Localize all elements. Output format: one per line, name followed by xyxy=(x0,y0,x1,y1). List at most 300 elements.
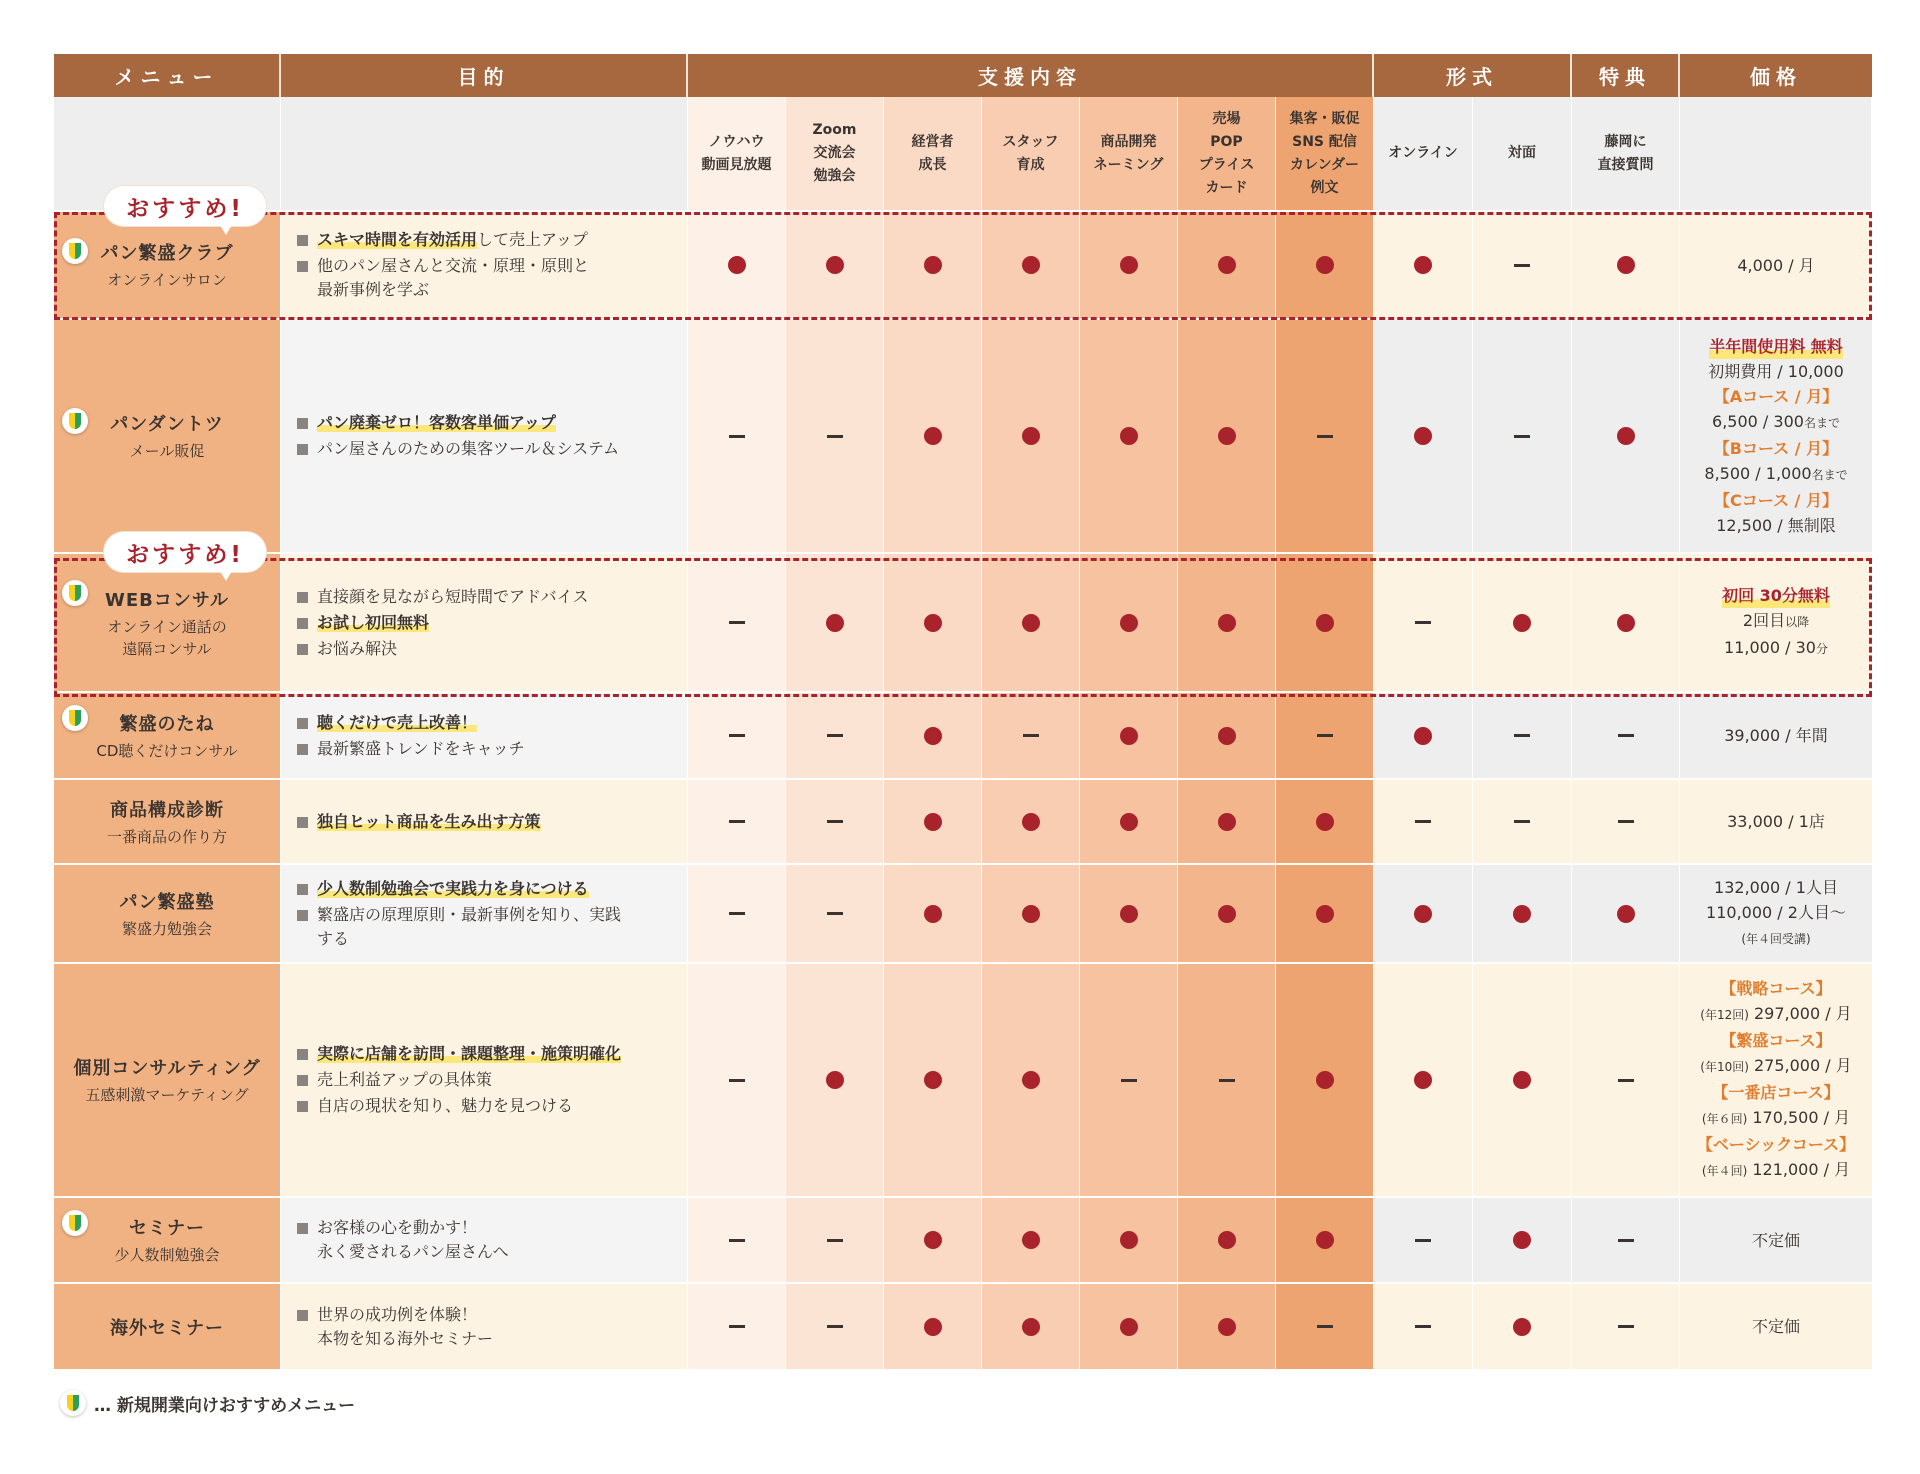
price-text: 初回 30分無料 xyxy=(1722,586,1830,605)
price-cell xyxy=(1680,554,1872,691)
mark-cell xyxy=(1572,320,1680,552)
purpose-cell xyxy=(281,964,688,1196)
mark-cell xyxy=(1178,1198,1276,1282)
purpose-cell xyxy=(281,780,688,863)
mark-cell xyxy=(1178,554,1276,691)
menu-name: パン繁盛塾 xyxy=(119,891,215,913)
dash-mark xyxy=(729,1325,745,1328)
mark-cell xyxy=(1473,865,1572,962)
purpose-text: 世界の成功例を体験！ 本物を知る海外セミナー xyxy=(317,1304,494,1348)
purpose-highlight: スキマ時間を有効活用 xyxy=(317,230,478,249)
menu-cell xyxy=(54,1284,281,1369)
price-note: (年10回) xyxy=(1700,1060,1749,1074)
mark-cell xyxy=(688,320,786,552)
mark-cell xyxy=(786,964,884,1196)
price-text: 39,000 / 年間 xyxy=(1724,726,1828,745)
mark-cell xyxy=(884,693,982,778)
mark-cell xyxy=(884,320,982,552)
dot-mark xyxy=(1120,256,1138,274)
mark-cell xyxy=(786,554,884,691)
dash-mark xyxy=(1415,1325,1431,1328)
price-text: 11,000 / 30 xyxy=(1724,638,1816,657)
dot-mark xyxy=(1316,905,1334,923)
dot-mark xyxy=(1120,427,1138,445)
mark-cell xyxy=(884,780,982,863)
mark-cell xyxy=(884,212,982,318)
dot-mark xyxy=(1120,727,1138,745)
menu-name: WEBコンサル xyxy=(105,589,229,611)
dot-mark xyxy=(924,256,942,274)
price-note: (年４回) xyxy=(1701,1164,1748,1178)
dot-mark xyxy=(1316,614,1334,632)
purpose-line xyxy=(297,711,525,735)
mark-cell xyxy=(1572,212,1680,318)
purpose-line xyxy=(297,1042,621,1066)
dash-mark xyxy=(729,820,745,823)
purpose-line xyxy=(297,1068,621,1092)
price-note: 分 xyxy=(1815,642,1828,656)
dot-mark xyxy=(1120,905,1138,923)
mark-cell xyxy=(688,780,786,863)
header-support: 支援内容 xyxy=(688,54,1374,97)
purpose-highlight: 聴くだけで売上改善！ xyxy=(317,712,478,732)
purpose-text: 売上利益アップの具体策 xyxy=(317,1070,492,1089)
mark-cell xyxy=(1473,554,1572,691)
dot-mark xyxy=(1022,1318,1040,1336)
price-line xyxy=(1712,1080,1839,1105)
dot-mark xyxy=(1218,727,1236,745)
price-line xyxy=(1702,1105,1850,1132)
header-price: 価格 xyxy=(1750,65,1802,89)
mark-cell xyxy=(1374,320,1473,552)
price-line xyxy=(1741,925,1810,952)
mark-cell xyxy=(1080,320,1178,552)
mark-cell xyxy=(786,212,884,318)
purpose-line xyxy=(297,737,525,761)
price-line xyxy=(1706,900,1846,925)
dot-mark xyxy=(1218,1231,1236,1249)
menu-cell xyxy=(54,964,281,1196)
mark-cell xyxy=(1276,320,1374,552)
price-line xyxy=(1709,334,1843,359)
price-line xyxy=(1722,583,1830,608)
menu-subtitle: オンラインサロン xyxy=(107,271,227,289)
dash-mark xyxy=(827,1325,843,1328)
legend xyxy=(60,1390,355,1416)
purpose-text: 自店の現状を知り、魅力を見つける xyxy=(317,1096,574,1115)
dot-mark xyxy=(1414,256,1432,274)
dash-mark xyxy=(1317,1325,1333,1328)
mark-cell xyxy=(1374,693,1473,778)
price-line xyxy=(1700,1001,1851,1028)
menu-cell xyxy=(54,320,281,552)
dash-mark xyxy=(729,734,745,737)
purpose-highlight: お試し初回無料 xyxy=(317,612,430,632)
mark-cell xyxy=(1374,865,1473,962)
price-text: 132,000 / 1人目 xyxy=(1714,878,1838,897)
dot-mark xyxy=(1513,1071,1531,1089)
dot-mark xyxy=(1414,905,1432,923)
price-text: 不定価 xyxy=(1751,1317,1800,1336)
price-line xyxy=(1702,1157,1850,1184)
mark-cell xyxy=(1572,964,1680,1196)
price-cell xyxy=(1680,320,1872,552)
mark-cell xyxy=(884,964,982,1196)
beginner-mark-icon xyxy=(62,238,88,264)
mark-cell xyxy=(688,212,786,318)
menu-cell xyxy=(54,780,281,863)
dot-mark xyxy=(1218,1318,1236,1336)
price-line xyxy=(1716,513,1836,538)
purpose-cell xyxy=(281,554,688,691)
mark-cell xyxy=(1080,964,1178,1196)
table-row xyxy=(54,962,1872,1196)
dot-mark xyxy=(924,813,942,831)
dot-mark xyxy=(1414,1071,1432,1089)
header-format: 形式 xyxy=(1374,54,1572,97)
dot-mark xyxy=(728,256,746,274)
dot-mark xyxy=(924,427,942,445)
price-line xyxy=(1724,723,1828,748)
sub-header-1: Zoom 交流会 勉強会 xyxy=(786,97,884,210)
mark-cell xyxy=(1572,1284,1680,1369)
dash-mark xyxy=(1514,820,1530,823)
purpose-cell xyxy=(281,693,688,778)
mark-cell xyxy=(884,1284,982,1369)
dash-mark xyxy=(1514,435,1530,438)
purpose-highlight: 実際に店舗を訪問・課題整理・施策明確化 xyxy=(317,1044,622,1063)
menu-name: パンダントツ xyxy=(110,414,224,435)
dot-mark xyxy=(1617,905,1635,923)
dot-mark xyxy=(1120,1318,1138,1336)
mark-cell xyxy=(1473,1198,1572,1282)
dash-mark xyxy=(827,1239,843,1242)
mark-cell xyxy=(786,865,884,962)
beginner-mark-icon xyxy=(60,1390,86,1416)
mark-cell xyxy=(1080,212,1178,318)
menu-subtitle: 少人数制勉強会 xyxy=(114,1246,220,1264)
dash-mark xyxy=(827,912,843,915)
mark-cell xyxy=(1178,693,1276,778)
dot-mark xyxy=(1513,1231,1531,1249)
purpose-cell xyxy=(281,212,688,318)
purpose-line xyxy=(297,877,621,901)
mark-cell xyxy=(1080,1284,1178,1369)
price-note: 名まで xyxy=(1803,416,1840,430)
mark-cell xyxy=(1080,865,1178,962)
price-cell xyxy=(1680,693,1872,778)
dot-mark xyxy=(924,1318,942,1336)
sub-header-6: 集客・販促 SNS 配信 カレンダー 例文 xyxy=(1276,97,1374,210)
price-note: (年４回受講) xyxy=(1741,932,1811,946)
sub-header-3: スタッフ 育成 xyxy=(982,97,1080,210)
menu-subtitle: CD聴くだけコンサル xyxy=(96,741,238,760)
mark-cell xyxy=(786,1198,884,1282)
recommend-bubble: おすすめ! xyxy=(104,532,266,572)
dot-mark xyxy=(1022,427,1040,445)
purpose-line xyxy=(297,903,621,951)
mark-cell xyxy=(1178,320,1276,552)
table-row xyxy=(54,691,1872,778)
mark-cell xyxy=(1473,212,1572,318)
mark-cell xyxy=(1473,320,1572,552)
table-header-row xyxy=(54,54,1872,97)
mark-cell xyxy=(982,1198,1080,1282)
dot-mark xyxy=(924,1231,942,1249)
dash-mark xyxy=(729,1079,745,1082)
dot-mark xyxy=(1120,614,1138,632)
sub-header-4: 商品開発 ネーミング xyxy=(1080,97,1178,210)
mark-cell xyxy=(884,554,982,691)
mark-cell xyxy=(982,693,1080,778)
header-purpose: 目的 xyxy=(281,54,688,97)
table-body xyxy=(54,210,1872,1369)
mark-cell xyxy=(1572,780,1680,863)
dot-mark xyxy=(1513,1318,1531,1336)
price-text: 4,000 / 月 xyxy=(1737,255,1815,275)
purpose-cell xyxy=(281,320,688,552)
price-line xyxy=(1704,461,1847,488)
price-text: 33,000 / 1店 xyxy=(1727,812,1825,831)
mark-cell xyxy=(982,780,1080,863)
price-note: (年６回) xyxy=(1701,1112,1748,1126)
price-text: 半年間使用料 無料 xyxy=(1709,337,1843,356)
beginner-mark-icon xyxy=(62,580,88,606)
mark-cell xyxy=(1080,554,1178,691)
price-line xyxy=(1700,1053,1851,1080)
dot-mark xyxy=(1617,614,1635,632)
dot-mark xyxy=(1022,256,1040,274)
mark-cell xyxy=(786,1284,884,1369)
dash-mark xyxy=(1514,264,1530,267)
price-text: 【戦略コース】 xyxy=(1720,979,1832,998)
price-cell xyxy=(1680,1198,1872,1282)
purpose-text: して売上アップ xyxy=(477,230,588,249)
menu-subtitle: オンライン通話の 遠隔コンサル xyxy=(107,617,227,658)
price-cell xyxy=(1680,865,1872,962)
dot-mark xyxy=(924,727,942,745)
mark-cell xyxy=(1374,1284,1473,1369)
purpose-text: パン屋さんのための集客ツール＆システム xyxy=(317,439,620,458)
mark-cell xyxy=(1276,693,1374,778)
price-line xyxy=(1714,875,1838,900)
dot-mark xyxy=(826,1071,844,1089)
purpose-line xyxy=(297,1216,509,1264)
mark-cell xyxy=(1473,1284,1572,1369)
price-line xyxy=(1714,436,1838,461)
price-text: 121,000 / 月 xyxy=(1747,1160,1851,1179)
purpose-highlight: 少人数制勉強会で実践力を身につける xyxy=(317,878,589,898)
mark-cell xyxy=(1178,1284,1276,1369)
mark-cell xyxy=(688,865,786,962)
sub-header-0: ノウハウ 動画見放題 xyxy=(688,97,786,210)
price-text: 2回目 xyxy=(1742,611,1786,630)
dot-mark xyxy=(1316,256,1334,274)
price-text: 【ベーシックコース】 xyxy=(1696,1135,1856,1154)
mark-cell xyxy=(982,554,1080,691)
dot-mark xyxy=(1120,813,1138,831)
mark-cell xyxy=(1276,212,1374,318)
beginner-mark-icon xyxy=(62,1210,88,1236)
price-text: 170,500 / 月 xyxy=(1747,1108,1851,1127)
dot-mark xyxy=(1513,614,1531,632)
mark-cell xyxy=(1374,1198,1473,1282)
price-line xyxy=(1752,1314,1800,1339)
mark-cell xyxy=(786,693,884,778)
mark-cell xyxy=(1276,1198,1374,1282)
dash-mark xyxy=(729,1239,745,1242)
sub-header-9: 藤岡に 直接質問 xyxy=(1572,97,1680,210)
purpose-line xyxy=(297,411,619,435)
dash-mark xyxy=(1415,820,1431,823)
sub-header-blank xyxy=(1680,97,1872,210)
price-text: 【一番店コース】 xyxy=(1712,1083,1840,1102)
dot-mark xyxy=(1022,813,1040,831)
sub-header-row xyxy=(54,97,1872,210)
mark-cell xyxy=(1572,693,1680,778)
menu-name: 個別コンサルティング xyxy=(73,1058,261,1079)
purpose-cell xyxy=(281,865,688,962)
mark-cell xyxy=(1276,964,1374,1196)
mark-cell xyxy=(982,964,1080,1196)
table-row xyxy=(54,778,1872,863)
mark-cell xyxy=(1572,1198,1680,1282)
purpose-highlight: パン廃棄ゼロ！客数客単価アップ xyxy=(317,413,556,432)
dot-mark xyxy=(1120,1231,1138,1249)
dash-mark xyxy=(1317,435,1333,438)
table-row xyxy=(54,210,1872,318)
beginner-mark-icon xyxy=(62,705,88,731)
price-cell xyxy=(1680,964,1872,1196)
mark-cell xyxy=(1178,780,1276,863)
menu-cell xyxy=(54,1198,281,1282)
mark-cell xyxy=(1572,554,1680,691)
mark-cell xyxy=(1080,693,1178,778)
dot-mark xyxy=(1022,614,1040,632)
mark-cell xyxy=(982,865,1080,962)
sub-header-5: 売場 POP プライス カード xyxy=(1178,97,1276,210)
table-row xyxy=(54,552,1872,691)
dot-mark xyxy=(1316,813,1334,831)
purpose-text: 直接顔を見ながら短時間でアドバイス xyxy=(317,586,589,606)
price-text: 【Cコース / 月】 xyxy=(1714,491,1838,510)
mark-cell xyxy=(982,1284,1080,1369)
dot-mark xyxy=(1218,614,1236,632)
price-note: 以降 xyxy=(1785,615,1810,629)
dot-mark xyxy=(1316,1071,1334,1089)
mark-cell xyxy=(884,865,982,962)
price-line xyxy=(1714,384,1839,409)
price-text: 不定価 xyxy=(1751,1230,1800,1250)
menu-name: 海外セミナー xyxy=(110,1317,224,1339)
purpose-line xyxy=(297,810,541,834)
mark-cell xyxy=(1276,1284,1374,1369)
dot-mark xyxy=(1218,905,1236,923)
dot-mark xyxy=(924,614,942,632)
price-line xyxy=(1720,1028,1831,1053)
price-line xyxy=(1752,1228,1800,1253)
dot-mark xyxy=(1218,813,1236,831)
purpose-line xyxy=(297,637,589,661)
header-menu: メニュー xyxy=(54,54,281,97)
mark-cell xyxy=(1276,780,1374,863)
dash-mark xyxy=(1618,734,1634,737)
price-text: 297,000 / 月 xyxy=(1748,1004,1852,1023)
mark-cell xyxy=(1178,212,1276,318)
mark-cell xyxy=(688,964,786,1196)
menu-cell xyxy=(54,554,281,691)
price-line xyxy=(1727,809,1825,834)
dash-mark xyxy=(827,734,843,737)
purpose-text: 繁盛店の原理原則・最新事例を知り、実践 する xyxy=(317,904,622,948)
price-text: 【Bコース / 月】 xyxy=(1713,439,1839,458)
mark-cell xyxy=(688,1198,786,1282)
recommend-bubble: おすすめ! xyxy=(104,186,266,226)
price-line xyxy=(1724,635,1828,662)
mark-cell xyxy=(1178,964,1276,1196)
mark-cell xyxy=(1080,1198,1178,1282)
dot-mark xyxy=(826,256,844,274)
dash-mark xyxy=(827,435,843,438)
sub-header-7: オンライン xyxy=(1374,97,1473,210)
dash-mark xyxy=(1121,1079,1137,1082)
dash-mark xyxy=(1514,734,1530,737)
mark-cell xyxy=(786,780,884,863)
purpose-line xyxy=(297,585,589,609)
menu-name: パン繁盛クラブ xyxy=(100,243,234,264)
menu-subtitle: 繁盛力勉強会 xyxy=(121,919,212,938)
beginner-mark-icon xyxy=(62,408,88,434)
mark-cell xyxy=(1276,554,1374,691)
dot-mark xyxy=(924,905,942,923)
sub-header-blank xyxy=(281,97,688,210)
mark-cell xyxy=(982,212,1080,318)
dot-mark xyxy=(1414,427,1432,445)
dash-mark xyxy=(827,820,843,823)
mark-cell xyxy=(1374,554,1473,691)
purpose-cell xyxy=(281,1284,688,1369)
price-text: 275,000 / 月 xyxy=(1748,1056,1852,1075)
dot-mark xyxy=(1414,727,1432,745)
menu-name: 商品構成診断 xyxy=(110,799,224,821)
table-row xyxy=(54,318,1872,552)
dot-mark xyxy=(1617,256,1635,274)
price-text: 8,500 / 1,000 xyxy=(1704,464,1812,483)
purpose-line xyxy=(297,611,589,635)
menu-cell xyxy=(54,693,281,778)
dot-mark xyxy=(1022,1231,1040,1249)
dash-mark xyxy=(729,912,745,915)
purpose-text: 最新繁盛トレンドをキャッチ xyxy=(317,738,525,758)
mark-cell xyxy=(1473,693,1572,778)
dash-mark xyxy=(1023,734,1039,737)
dot-mark xyxy=(1218,427,1236,445)
dot-mark xyxy=(1218,256,1236,274)
menu-subtitle: 五感刺激マーケティング xyxy=(85,1086,249,1104)
price-cell xyxy=(1680,212,1872,318)
price-text: 6,500 / 300 xyxy=(1712,412,1804,431)
dash-mark xyxy=(1618,1239,1634,1242)
price-line xyxy=(1743,608,1809,635)
mark-cell xyxy=(1473,780,1572,863)
dash-mark xyxy=(1618,1325,1634,1328)
menu-cell xyxy=(54,212,281,318)
purpose-text: お客様の心を動かす！ 永く愛されるパン屋さんへ xyxy=(317,1218,509,1261)
menu-cell xyxy=(54,865,281,962)
dot-mark xyxy=(1022,1071,1040,1089)
mark-cell xyxy=(1572,865,1680,962)
mark-cell xyxy=(884,1198,982,1282)
